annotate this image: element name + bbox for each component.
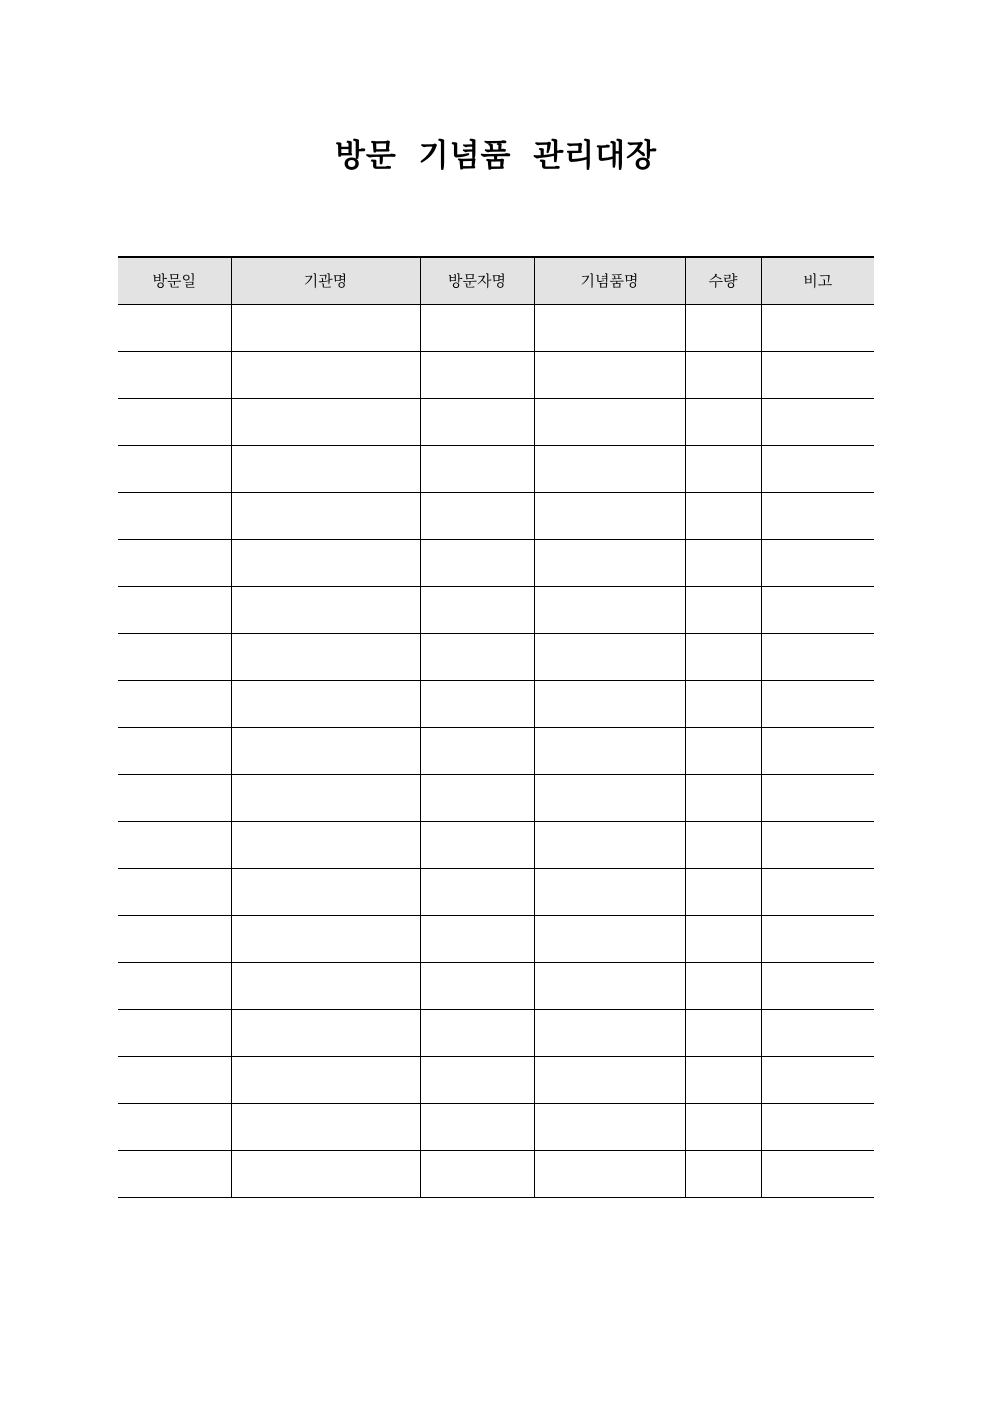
souvenir-name-cell[interactable] [534,727,685,774]
quantity-cell[interactable] [685,351,761,398]
header-visit-date: 방문일 [118,257,231,304]
table-row [118,539,874,586]
table-row [118,774,874,821]
quantity-cell[interactable] [685,1150,761,1197]
visitor-name-cell[interactable] [420,1056,534,1103]
quantity-cell[interactable] [685,304,761,351]
organization-cell[interactable] [231,351,420,398]
souvenir-name-cell[interactable] [534,492,685,539]
souvenir-name-cell[interactable] [534,1103,685,1150]
header-organization: 기관명 [231,257,420,304]
visitor-name-cell[interactable] [420,398,534,445]
remarks-cell[interactable] [761,680,874,727]
quantity-cell[interactable] [685,539,761,586]
remarks-cell[interactable] [761,868,874,915]
remarks-cell[interactable] [761,445,874,492]
header-visitor-name: 방문자명 [420,257,534,304]
remarks-cell[interactable] [761,915,874,962]
remarks-cell[interactable] [761,492,874,539]
souvenir-name-cell[interactable] [534,915,685,962]
organization-cell[interactable] [231,680,420,727]
organization-cell[interactable] [231,1103,420,1150]
visit-date-cell[interactable] [118,1056,231,1103]
visitor-name-cell[interactable] [420,727,534,774]
quantity-cell[interactable] [685,868,761,915]
visitor-name-cell[interactable] [420,680,534,727]
visitor-name-cell[interactable] [420,1150,534,1197]
organization-cell[interactable] [231,962,420,1009]
organization-cell[interactable] [231,398,420,445]
table-body [118,304,874,1197]
remarks-cell[interactable] [761,398,874,445]
visit-date-cell[interactable] [118,586,231,633]
remarks-cell[interactable] [761,304,874,351]
souvenir-name-cell[interactable] [534,398,685,445]
souvenir-name-cell[interactable] [534,304,685,351]
souvenir-name-cell[interactable] [534,774,685,821]
table-row [118,1009,874,1056]
souvenir-ledger-table [118,256,874,1198]
organization-cell[interactable] [231,868,420,915]
visitor-name-cell[interactable] [420,1103,534,1150]
souvenir-name-cell[interactable] [534,633,685,680]
quantity-cell[interactable] [685,962,761,1009]
table-row [118,727,874,774]
quantity-cell[interactable] [685,633,761,680]
remarks-cell[interactable] [761,1009,874,1056]
visit-date-cell[interactable] [118,868,231,915]
souvenir-name-cell[interactable] [534,821,685,868]
organization-cell[interactable] [231,915,420,962]
quantity-cell[interactable] [685,1009,761,1056]
visit-date-cell[interactable] [118,304,231,351]
quantity-cell[interactable] [685,727,761,774]
table-row [118,1103,874,1150]
remarks-cell[interactable] [761,586,874,633]
table-row [118,586,874,633]
header-quantity: 수량 [685,257,761,304]
remarks-cell[interactable] [761,1150,874,1197]
organization-cell[interactable] [231,1009,420,1056]
visit-date-cell[interactable] [118,351,231,398]
organization-cell[interactable] [231,633,420,680]
table-row [118,821,874,868]
table-row [118,398,874,445]
remarks-cell[interactable] [761,1056,874,1103]
visit-date-cell[interactable] [118,445,231,492]
visitor-name-cell[interactable] [420,351,534,398]
remarks-cell[interactable] [761,727,874,774]
organization-cell[interactable] [231,304,420,351]
organization-cell[interactable] [231,727,420,774]
table-row [118,1150,874,1197]
table-row [118,868,874,915]
souvenir-name-cell[interactable] [534,1009,685,1056]
table-row [118,915,874,962]
visitor-name-cell[interactable] [420,539,534,586]
page-title: 방문 기념품 관리대장 [334,138,658,174]
souvenir-name-cell[interactable] [534,680,685,727]
visitor-name-cell[interactable] [420,774,534,821]
visitor-name-cell[interactable] [420,915,534,962]
souvenir-name-cell[interactable] [534,445,685,492]
organization-cell[interactable] [231,1056,420,1103]
header-row [118,257,874,304]
souvenir-name-cell[interactable] [534,868,685,915]
visitor-name-cell[interactable] [420,868,534,915]
visitor-name-cell[interactable] [420,304,534,351]
organization-cell[interactable] [231,492,420,539]
visitor-name-cell[interactable] [420,492,534,539]
table-row [118,633,874,680]
organization-cell[interactable] [231,774,420,821]
visit-date-cell[interactable] [118,539,231,586]
visitor-name-cell[interactable] [420,633,534,680]
souvenir-name-cell[interactable] [534,586,685,633]
visit-date-cell[interactable] [118,1103,231,1150]
organization-cell[interactable] [231,539,420,586]
organization-cell[interactable] [231,821,420,868]
remarks-cell[interactable] [761,1103,874,1150]
organization-cell[interactable] [231,1150,420,1197]
visitor-name-cell[interactable] [420,1009,534,1056]
remarks-cell[interactable] [761,539,874,586]
visit-date-cell[interactable] [118,915,231,962]
souvenir-name-cell[interactable] [534,351,685,398]
organization-cell[interactable] [231,586,420,633]
quantity-cell[interactable] [685,915,761,962]
table-row [118,962,874,1009]
visit-date-cell[interactable] [118,774,231,821]
table-row [118,680,874,727]
souvenir-name-cell[interactable] [534,1150,685,1197]
quantity-cell[interactable] [685,1056,761,1103]
quantity-cell[interactable] [685,774,761,821]
header-souvenir-name: 기념품명 [534,257,685,304]
table-row [118,445,874,492]
visit-date-cell[interactable] [118,821,231,868]
visitor-name-cell[interactable] [420,586,534,633]
quantity-cell[interactable] [685,398,761,445]
remarks-cell[interactable] [761,774,874,821]
remarks-cell[interactable] [761,962,874,1009]
visitor-name-cell[interactable] [420,445,534,492]
visit-date-cell[interactable] [118,492,231,539]
quantity-cell[interactable] [685,680,761,727]
remarks-cell[interactable] [761,351,874,398]
souvenir-name-cell[interactable] [534,962,685,1009]
souvenir-name-cell[interactable] [534,539,685,586]
quantity-cell[interactable] [685,586,761,633]
quantity-cell[interactable] [685,445,761,492]
table-row [118,1056,874,1103]
visit-date-cell[interactable] [118,1150,231,1197]
visit-date-cell[interactable] [118,727,231,774]
table-row [118,492,874,539]
visitor-name-cell[interactable] [420,962,534,1009]
souvenir-name-cell[interactable] [534,1056,685,1103]
visit-date-cell[interactable] [118,1009,231,1056]
visit-date-cell[interactable] [118,633,231,680]
remarks-cell[interactable] [761,633,874,680]
quantity-cell[interactable] [685,821,761,868]
header-remarks: 비고 [761,257,874,304]
remarks-cell[interactable] [761,821,874,868]
visit-date-cell[interactable] [118,398,231,445]
table-row [118,351,874,398]
visit-date-cell[interactable] [118,680,231,727]
table-header [118,257,874,304]
visit-date-cell[interactable] [118,962,231,1009]
quantity-cell[interactable] [685,1103,761,1150]
table-row [118,304,874,351]
visitor-name-cell[interactable] [420,821,534,868]
organization-cell[interactable] [231,445,420,492]
quantity-cell[interactable] [685,492,761,539]
